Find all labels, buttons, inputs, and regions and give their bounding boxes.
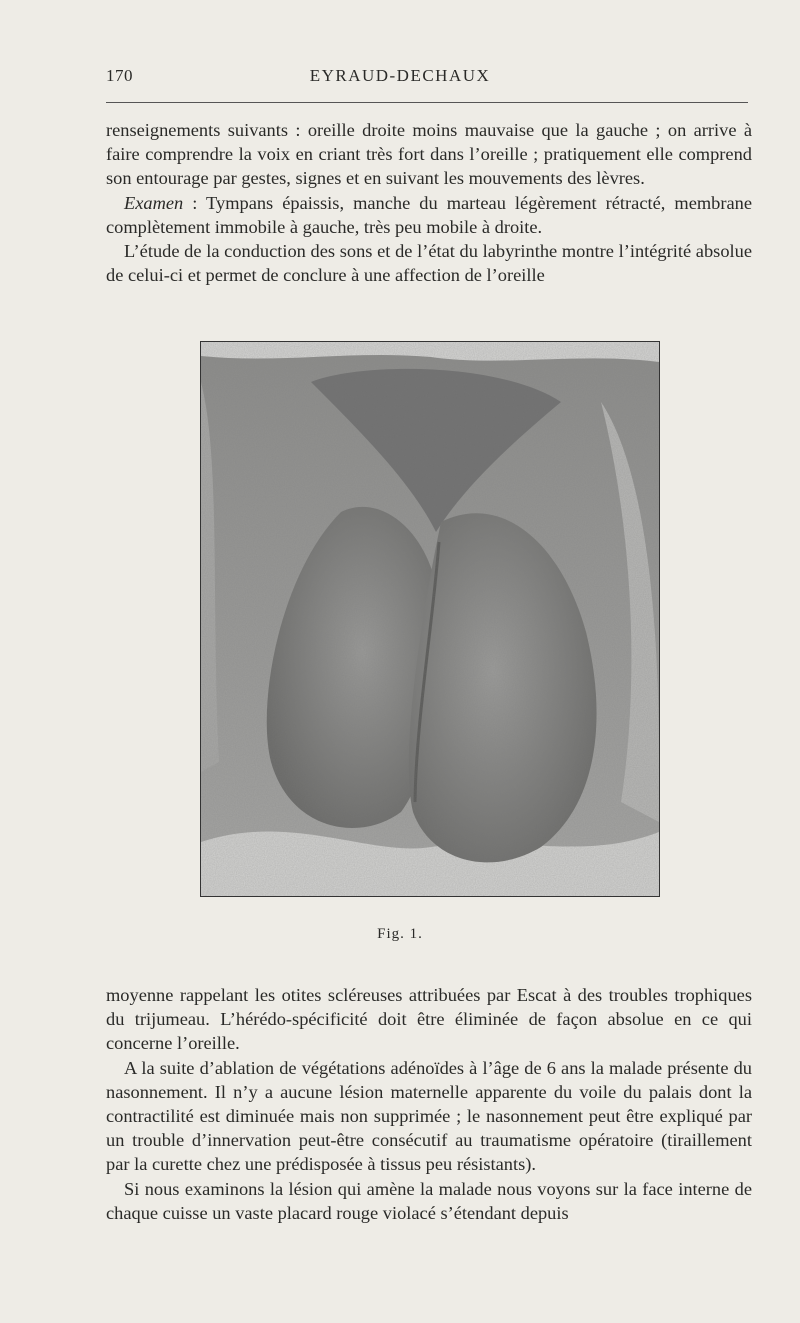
photograph-image bbox=[201, 342, 659, 896]
figure-caption: Fig. 1. bbox=[377, 926, 423, 942]
figure-photograph bbox=[200, 341, 660, 897]
paragraph: renseignements suivants : oreille droite moins mauvaise que la gauche ; on arrive à faire comprendre la voix en criant très fort dans l’oreille ; pratiquement elle comprend son entourage par gestes, signes et en suivant les mouvements des lèvres. bbox=[106, 120, 752, 189]
text-after-figure bbox=[106, 983, 752, 1225]
paragraph: L’étude de la conduction des sons et de l’état du labyrinthe montre l’intégrité absolue de celui-ci et permet de conclure à une affection de l’oreille bbox=[106, 241, 752, 286]
paragraph: Si nous examinons la lésion qui amène la malade nous voyons sur la face interne de chaque cuisse un vaste placard rouge violacé s’étendant depuis bbox=[106, 1178, 752, 1223]
paragraph: A la suite d’ablation de végétations adénoïdes à l’âge de 6 ans la malade présente du nasonnement. Il n’y a aucune lésion maternelle apparente du voile du palais dont la contractilité est diminuée mais non supprimée ; le nasonnement peut être expliqué par un trouble d’innervation peut-être consécutif au traumatisme opératoire (tiraillement par la curette chez une prédisposée à tissus peu résistants). bbox=[106, 1057, 752, 1175]
running-head: EYRAUD-DECHAUX bbox=[309, 66, 491, 85]
paragraph-examen bbox=[106, 191, 752, 239]
paragraph: moyenne rappelant les otites scléreuses attribuées par Escat à des troubles trophiques du trijumeau. L’hérédo-spécificité doit être éliminée de façon absolue en ce qui concerne l’oreille. bbox=[106, 985, 752, 1054]
examen-label: Examen bbox=[124, 192, 184, 213]
examen-text: : Tympans épaissis, manche du marteau légèrement rétracté, membrane complètement immobile à gauche, très peu mobile à droite. bbox=[106, 192, 752, 237]
header-rule bbox=[106, 102, 748, 103]
page-number: 170 bbox=[106, 66, 133, 85]
text-before-figure bbox=[106, 118, 752, 287]
